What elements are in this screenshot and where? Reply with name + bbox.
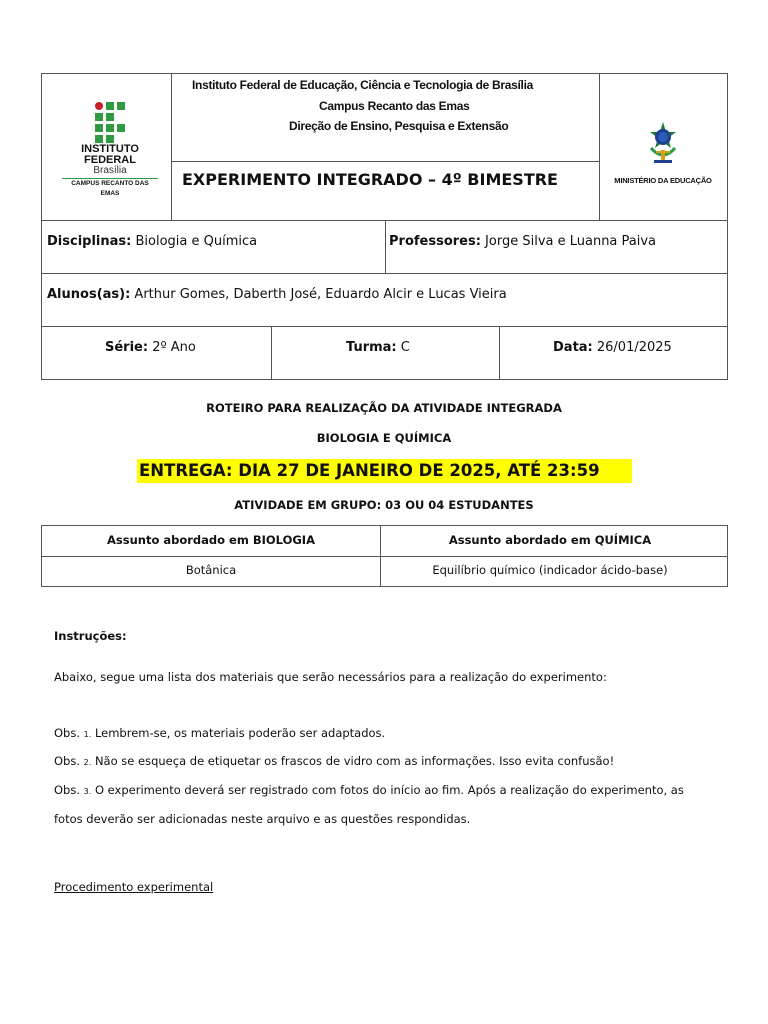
if-logo-campus-band: CAMPUS RECANTO DAS EMAS	[62, 178, 158, 188]
institution-name: Instituto Federal de Educação, Ciência e Tecnologia de Brasília	[192, 78, 533, 92]
campus-name: Campus Recanto das Emas	[319, 99, 470, 113]
obs-1: Obs. 1. Lembrem-se, os materiais poderão ser adaptados.	[54, 726, 386, 740]
mec-logo-text: MINISTÉRIO DA EDUCAÇÃO	[614, 176, 712, 185]
experiment-title-cell	[172, 162, 599, 220]
biologia-header: Assunto abordado em BIOLOGIA	[107, 533, 315, 547]
department-name: Direção de Ensino, Pesquisa e Extensão	[289, 119, 509, 133]
institution-cell	[172, 74, 600, 220]
roteiro-title: ROTEIRO PARA REALIZAÇÃO DA ATIVIDADE INTEGRADA	[206, 401, 562, 415]
procedimento-heading: Procedimento experimental	[54, 880, 214, 894]
if-logo-text: INSTITUTO FEDERAL	[81, 143, 139, 166]
grupo-info: ATIVIDADE EM GRUPO: 03 OU 04 ESTUDANTES	[234, 498, 534, 512]
entrega-deadline: ENTREGA: DIA 27 DE JANEIRO DE 2025, ATÉ 23:59	[139, 461, 600, 480]
biologia-value: Botânica	[185, 563, 237, 577]
alunos-row	[41, 274, 728, 327]
instructions-title: Instruções:	[54, 629, 127, 643]
alunos-field: Alunos(as): Arthur Gomes, Daberth José, Eduardo Alcir e Lucas Vieira	[47, 287, 507, 302]
disciplinas-field: Disciplinas: Biologia e Química	[47, 234, 258, 249]
brazil-coat-of-arms-icon	[648, 122, 678, 166]
mec-logo-cell	[600, 74, 727, 220]
quimica-header: Assunto abordado em QUÍMICA	[448, 533, 652, 547]
obs-3: Obs. 3. O experimento deverá ser registrado com fotos do início ao fim. Após a realização do experimento, as	[54, 783, 684, 797]
turma-field: Turma: C	[346, 340, 410, 355]
professores-field: Professores: Jorge Silva e Luanna Paiva	[389, 234, 657, 249]
disciplinas-row	[41, 221, 728, 274]
if-logo-icon	[95, 102, 127, 144]
obs-3-continuation: fotos deverão ser adicionadas neste arquivo e as questões respondidas.	[54, 812, 471, 826]
subjects-table	[41, 525, 728, 587]
experiment-title: EXPERIMENTO INTEGRADO – 4º BIMESTRE	[182, 170, 558, 189]
serie-row	[41, 327, 728, 380]
instructions-intro: Abaixo, segue uma lista dos materiais que serão necessários para a realização do experimento:	[54, 670, 607, 684]
if-logo-city: Brasília	[93, 165, 127, 176]
serie-field: Série: 2º Ano	[105, 340, 196, 355]
quimica-value: Equilíbrio químico (indicador ácido-base)	[432, 563, 668, 577]
header-table	[41, 73, 728, 221]
instituto-federal-logo	[62, 102, 158, 197]
if-logo-cell	[42, 74, 172, 220]
ministerio-educacao-logo	[612, 122, 714, 188]
institution-info	[172, 74, 599, 162]
roteiro-subtitle: BIOLOGIA E QUÍMICA	[316, 431, 452, 445]
obs-2: Obs. 2. Não se esqueça de etiquetar os frascos de vidro com as informações. Isso evita confusão!	[54, 754, 615, 768]
data-field: Data: 26/01/2025	[553, 340, 672, 355]
